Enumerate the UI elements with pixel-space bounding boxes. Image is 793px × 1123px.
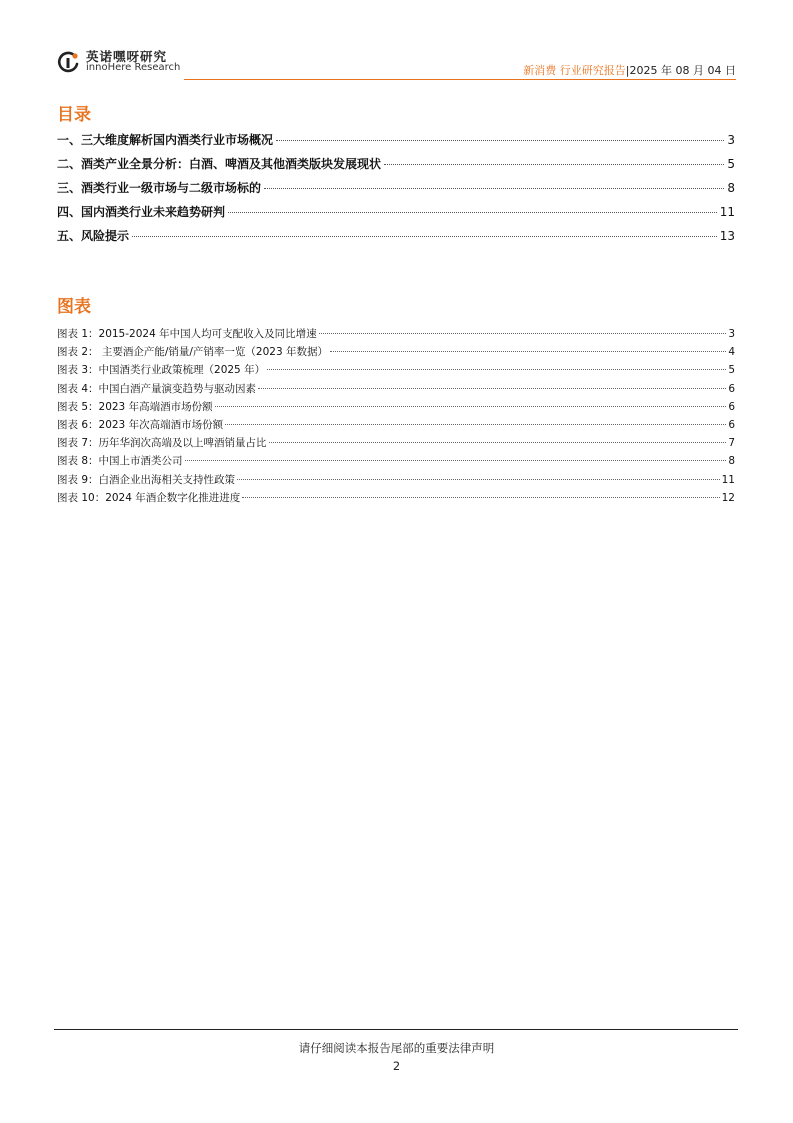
toc-entry-page: 5 (727, 157, 735, 171)
toc-entry-page: 8 (727, 181, 735, 195)
toc-entry-page: 3 (727, 133, 735, 147)
toc-entry-label: 一、三大维度解析国内酒类行业市场概况 (57, 133, 274, 147)
dot-leader (264, 188, 724, 189)
toc-entry-label: 三、酒类行业一级市场与二级市场标的 (57, 181, 262, 195)
figure-entry-page: 8 (728, 455, 735, 468)
figure-entry-page: 6 (728, 418, 735, 431)
figure-entry-page: 12 (721, 491, 735, 504)
toc-entry[interactable] (57, 155, 735, 179)
page-number: 2 (392, 1059, 401, 1073)
toc-entry-label: 二、酒类产业全景分析：白酒、啤酒及其他酒类版块发展现状 (57, 157, 382, 171)
figure-entry[interactable] (57, 381, 735, 399)
header-meta (523, 62, 736, 78)
toc-entry[interactable] (57, 227, 735, 251)
figure-entry[interactable] (57, 453, 735, 471)
header-separator: | (625, 64, 630, 77)
dot-leader (319, 333, 727, 334)
toc-title: 目录 (57, 105, 91, 125)
report-date: 2025 年 08 月 04 日 (629, 64, 736, 77)
figure-entry-page: 11 (721, 473, 735, 486)
toc-entry-label: 五、风险提示 (57, 229, 130, 243)
figure-entry[interactable] (57, 435, 735, 453)
report-category: 新消费 行业研究报告 (523, 64, 626, 77)
logo-english-name: innoHere Research (86, 62, 181, 73)
figure-entry[interactable] (57, 362, 735, 380)
page-header (56, 44, 736, 80)
dot-leader (384, 164, 724, 165)
figure-entry-label: 图表 9：白酒企业出海相关支持性政策 (57, 473, 236, 486)
figure-entry[interactable] (57, 472, 735, 490)
dot-leader (267, 369, 726, 370)
dot-leader (215, 406, 727, 407)
toc-entry[interactable] (57, 203, 735, 227)
figure-entry-label: 图表 3：中国酒类行业政策梳理（2025 年） (57, 364, 266, 377)
figure-entry[interactable] (57, 399, 735, 417)
figure-entry-label: 图表 5：2023 年高端酒市场份额 (57, 400, 213, 413)
dot-leader (269, 442, 727, 443)
figure-entry-page: 5 (728, 364, 735, 377)
figure-entry-label: 图表 8：中国上市酒类公司 (57, 455, 183, 468)
header-divider (184, 79, 736, 80)
toc-entry[interactable] (57, 179, 735, 203)
figure-entry-label: 图表 7：历年华润次高端及以上啤酒销量占比 (57, 437, 267, 450)
figure-entry[interactable] (57, 326, 735, 344)
dot-leader (242, 497, 719, 498)
figure-entry-page: 3 (728, 328, 735, 340)
dot-leader (330, 351, 726, 352)
dot-leader (228, 212, 717, 213)
figure-entry[interactable] (57, 417, 735, 435)
figure-entry-label: 图表 10：2024 年酒企数字化推进进度 (57, 491, 241, 504)
dot-leader (132, 236, 717, 237)
figures-title: 图表 (57, 297, 91, 317)
figure-entry-page: 6 (728, 382, 735, 395)
legal-notice: 请仔细阅读本报告尾部的重要法律声明 (298, 1041, 495, 1055)
figure-entry-label: 图表 4：中国白酒产量演变趋势与驱动因素 (57, 382, 257, 395)
figure-entry-label: 图表 2： 主要酒企产能/销量/产销率一览（2023 年数据） (57, 346, 328, 359)
figure-entry-label: 图表 6：2023 年次高端酒市场份额 (57, 418, 224, 431)
figure-entry-page: 7 (728, 437, 735, 450)
logo-icon (56, 50, 80, 74)
figures-list (57, 326, 735, 508)
dot-leader (185, 460, 727, 461)
figure-entry-label: 图表 1：2015-2024 年中国人均可支配收入及同比增速 (57, 328, 317, 340)
logo-chinese-name: 英诺嘿呀研究 (86, 49, 168, 64)
toc-list (57, 131, 735, 251)
footer-divider (54, 1029, 738, 1030)
dot-leader (258, 388, 726, 389)
toc-entry-label: 四、国内酒类行业未来趋势研判 (57, 205, 226, 219)
dot-leader (225, 424, 726, 425)
figure-entry-page: 6 (728, 400, 735, 413)
dot-leader (276, 140, 724, 141)
toc-entry-page: 13 (719, 229, 735, 243)
toc-entry[interactable] (57, 131, 735, 155)
toc-entry-page: 11 (719, 205, 735, 219)
dot-leader (237, 479, 720, 480)
figure-entry[interactable] (57, 490, 735, 508)
figure-entry-page: 4 (728, 346, 735, 359)
figure-entry[interactable] (57, 344, 735, 362)
